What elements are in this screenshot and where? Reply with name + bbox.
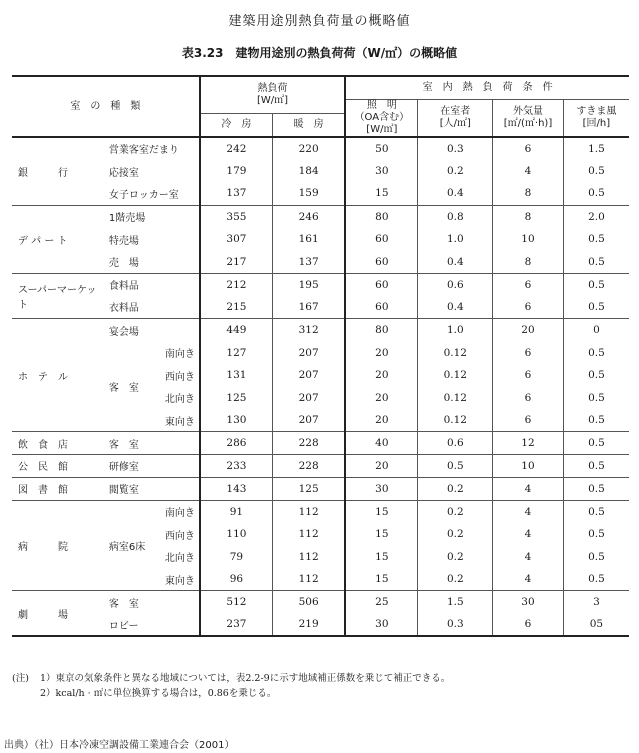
infiltration-value: 0.5 [563,387,629,410]
lighting-value: 15 [345,568,418,591]
heating-value: 167 [273,296,346,319]
occupants-value: 0.6 [418,432,493,455]
infiltration-value: 0.5 [563,500,629,523]
occupants-value: 0.2 [418,523,493,546]
outside-air-value: 6 [493,137,564,160]
cooling-value: 137 [200,182,273,205]
category-label: スーパーマーケット [18,284,97,311]
header-heating: 暖 房 [273,114,346,138]
note-item: 2）kcal/h · ㎡に単位換算する場合は，0.86を乗じる。 [40,688,277,699]
orientation-label: 北向き [164,394,195,406]
occupants-value: 0.12 [418,341,493,364]
heating-value: 195 [273,273,346,296]
outside-air-value: 4 [493,160,564,183]
occupants-value: 0.2 [418,568,493,591]
header-lighting-3: [W/㎡] [366,124,398,135]
lighting-value: 20 [345,387,418,410]
lighting-value: 30 [345,477,418,500]
category-label: 図 書 館 [18,485,68,497]
cooling-value: 127 [200,341,273,364]
infiltration-value: 0.5 [563,455,629,478]
lighting-value: 80 [345,319,418,342]
table-row [12,137,629,160]
heating-value: 228 [273,432,346,455]
heating-value: 184 [273,160,346,183]
table-row [12,455,629,478]
room-label: 衣料品 [108,303,139,315]
table-row [12,591,629,614]
outside-air-value: 10 [493,228,564,251]
table-row [12,228,629,251]
infiltration-value: 0.5 [563,228,629,251]
lighting-value: 60 [345,228,418,251]
outside-air-value: 6 [493,341,564,364]
cooling-value: 307 [200,228,273,251]
room-label: 売 場 [108,258,139,270]
heating-value: 506 [273,591,346,614]
orientation-label: 西向き [164,530,195,542]
heating-value: 219 [273,613,346,636]
heating-value: 112 [273,568,346,591]
outside-air-value: 6 [493,409,564,432]
header-infiltration-2: [回/h] [582,118,611,129]
infiltration-value: 0.5 [563,273,629,296]
occupants-value: 0.4 [418,250,493,273]
occupants-value: 0.3 [418,137,493,160]
cooling-value: 212 [200,273,273,296]
infiltration-value: 0.5 [563,250,629,273]
header-outside-air [493,100,564,138]
occupants-value: 1.0 [418,228,493,251]
heating-value: 207 [273,341,346,364]
occupants-value: 0.2 [418,545,493,568]
outside-air-value: 8 [493,182,564,205]
source-citation: 出典）（社）日本冷凍空調設備工業連合会（2001） [4,740,235,751]
cooling-value: 233 [200,455,273,478]
cooling-value: 449 [200,319,273,342]
cooling-value: 96 [200,568,273,591]
category-label: 飲 食 店 [18,439,68,451]
heating-value: 112 [273,545,346,568]
table-row [12,319,629,342]
table-row [12,160,629,183]
cooling-value: 242 [200,137,273,160]
notes-label: (注) [12,673,29,684]
heating-value: 112 [273,500,346,523]
infiltration-value: 0.5 [563,432,629,455]
occupants-value: 0.12 [418,387,493,410]
occupants-value: 0.2 [418,500,493,523]
header-heat-load-label: 熱負荷 [257,83,288,94]
cooling-value: 131 [200,364,273,387]
heating-value: 161 [273,228,346,251]
heat-load-table [12,75,629,637]
heating-value: 312 [273,319,346,342]
occupants-value: 0.2 [418,160,493,183]
note-item: 1）東京の気象条件と異なる地域については，表2.2-9に示す地域補正係数を乗じて補正できる。 [40,673,451,684]
infiltration-value: 0.5 [563,568,629,591]
cooling-value: 286 [200,432,273,455]
page-title: 建築用途別熱負荷量の概略値 [228,14,411,29]
infiltration-value: 0.5 [563,409,629,432]
table-row [12,205,629,228]
header-conditions: 室 内 熱 負 荷 条 件 [345,76,629,100]
room-label: 閲覧室 [108,485,139,497]
table-row [12,182,629,205]
infiltration-value: 0.5 [563,477,629,500]
outside-air-value: 8 [493,250,564,273]
infiltration-value: 05 [563,613,629,636]
orientation-label: 北向き [164,553,195,565]
heating-value: 228 [273,455,346,478]
outside-air-value: 6 [493,387,564,410]
infiltration-value: 0.5 [563,182,629,205]
outside-air-value: 30 [493,591,564,614]
table-row [12,250,629,273]
room-label: 客 室 [108,382,139,394]
lighting-value: 80 [345,205,418,228]
room-label: 病室6床 [108,541,146,553]
room-label: ロビー [108,620,139,632]
room-label: 応接室 [108,167,139,179]
infiltration-value: 1.5 [563,137,629,160]
occupants-value: 0.4 [418,296,493,319]
outside-air-value: 6 [493,273,564,296]
cooling-value: 217 [200,250,273,273]
infiltration-value: 0.5 [563,160,629,183]
heating-value: 207 [273,364,346,387]
outside-air-value: 4 [493,477,564,500]
infiltration-value: 0 [563,319,629,342]
infiltration-value: 0.5 [563,523,629,546]
lighting-value: 15 [345,545,418,568]
outside-air-value: 8 [493,205,564,228]
occupants-value: 0.12 [418,409,493,432]
header-lighting-1: 照 明 [366,100,397,111]
table-row [12,273,629,296]
heating-value: 159 [273,182,346,205]
occupants-value: 0.6 [418,273,493,296]
header-infiltration-1: すきま風 [576,106,617,117]
outside-air-value: 4 [493,500,564,523]
lighting-value: 30 [345,160,418,183]
cooling-value: 179 [200,160,273,183]
room-label: 食料品 [108,281,139,293]
room-label: 特売場 [108,235,139,247]
table-row [12,432,629,455]
table-row [12,500,629,523]
heating-value: 246 [273,205,346,228]
lighting-value: 15 [345,500,418,523]
header-occupants [418,100,493,138]
header-lighting [345,100,418,138]
header-room-type: 室 の 種 類 [12,76,200,137]
header-occupants-1: 在室者 [440,106,471,117]
lighting-value: 15 [345,523,418,546]
table-row [12,296,629,319]
room-label: 宴会場 [108,326,139,338]
lighting-value: 15 [345,182,418,205]
cooling-value: 355 [200,205,273,228]
infiltration-value: 0.5 [563,545,629,568]
lighting-value: 20 [345,455,418,478]
heating-value: 220 [273,137,346,160]
category-label: デ パ ー ト [18,235,68,247]
cooling-value: 110 [200,523,273,546]
outside-air-value: 20 [493,319,564,342]
heating-value: 207 [273,409,346,432]
outside-air-value: 6 [493,364,564,387]
heating-value: 125 [273,477,346,500]
room-label: 客 室 [108,439,139,451]
outside-air-value: 4 [493,568,564,591]
header-cooling: 冷 房 [200,114,273,138]
occupants-value: 0.8 [418,205,493,228]
occupants-value: 0.5 [418,455,493,478]
table-caption: 表3.23 建物用途別の熱負荷荷（W/㎡）の概略値 [181,46,458,60]
lighting-value: 60 [345,296,418,319]
cooling-value: 215 [200,296,273,319]
occupants-value: 1.0 [418,319,493,342]
lighting-value: 60 [345,273,418,296]
outside-air-value: 6 [493,296,564,319]
occupants-value: 0.3 [418,613,493,636]
category-label: 劇 場 [18,609,68,621]
cooling-value: 512 [200,591,273,614]
room-label: 客 室 [108,598,139,610]
outside-air-value: 6 [493,613,564,636]
orientation-label: 南向き [164,508,195,520]
lighting-value: 30 [345,613,418,636]
orientation-label: 東向き [164,575,195,587]
table-row [12,341,629,364]
orientation-label: 西向き [164,371,195,383]
lighting-value: 40 [345,432,418,455]
outside-air-value: 12 [493,432,564,455]
lighting-value: 20 [345,364,418,387]
cooling-value: 237 [200,613,273,636]
header-outside-air-2: [㎡/(㎡·h)] [503,118,553,129]
infiltration-value: 2.0 [563,205,629,228]
cooling-value: 91 [200,500,273,523]
orientation-label: 東向き [164,416,195,428]
outside-air-value: 10 [493,455,564,478]
occupants-value: 0.2 [418,477,493,500]
room-label: 1階売場 [108,213,146,225]
heating-value: 207 [273,387,346,410]
cooling-value: 143 [200,477,273,500]
category-label: 公 民 館 [18,462,68,474]
header-heat-load-unit: [W/㎡] [257,95,289,106]
infiltration-value: 0.5 [563,364,629,387]
cooling-value: 125 [200,387,273,410]
heating-value: 112 [273,523,346,546]
infiltration-value: 0.5 [563,341,629,364]
lighting-value: 20 [345,409,418,432]
lighting-value: 25 [345,591,418,614]
occupants-value: 1.5 [418,591,493,614]
room-label: 研修室 [108,462,139,474]
outside-air-value: 4 [493,523,564,546]
header-occupants-2: [人/㎡] [439,118,471,129]
infiltration-value: 0.5 [563,296,629,319]
cooling-value: 130 [200,409,273,432]
category-label: 病 院 [18,541,68,553]
header-outside-air-1: 外気量 [512,106,543,117]
category-label: 銀 行 [18,167,68,179]
cooling-value: 79 [200,545,273,568]
notes [12,671,450,701]
orientation-label: 南向き [164,349,195,361]
header-lighting-2: （OA含む） [354,112,410,123]
occupants-value: 0.12 [418,364,493,387]
room-label: 営業客室だまり [108,145,179,157]
outside-air-value: 4 [493,545,564,568]
infiltration-value: 3 [563,591,629,614]
table-row [12,477,629,500]
occupants-value: 0.4 [418,182,493,205]
lighting-value: 60 [345,250,418,273]
header-heat-load [200,76,345,114]
heating-value: 137 [273,250,346,273]
table-row [12,613,629,636]
lighting-value: 50 [345,137,418,160]
header-infiltration [563,100,629,138]
lighting-value: 20 [345,341,418,364]
room-label: 女子ロッカー室 [108,189,179,201]
category-label: ホ テ ル [18,371,68,383]
